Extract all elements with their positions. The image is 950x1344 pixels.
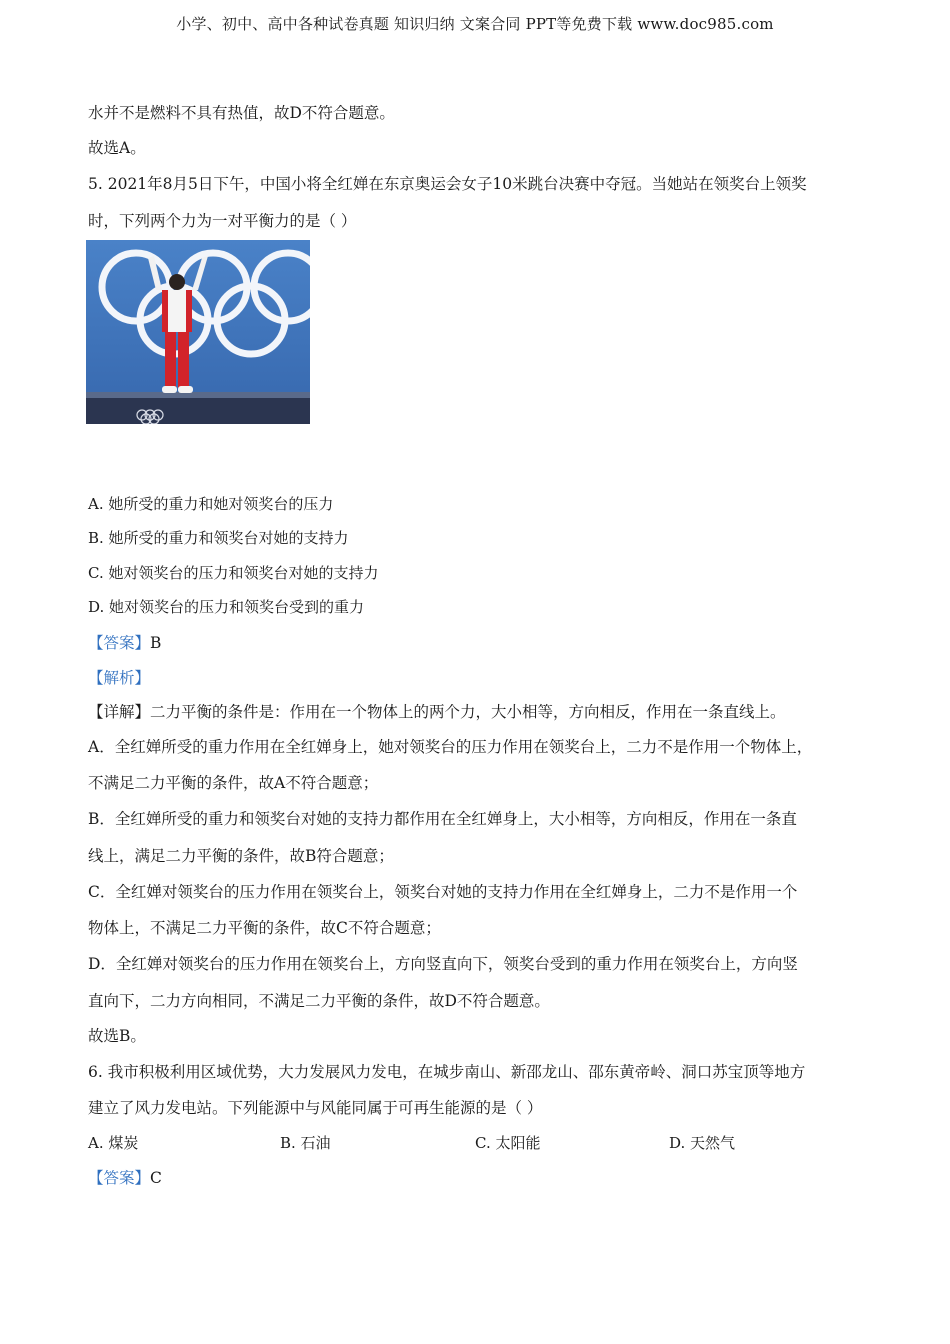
q5-explain-b-1: B．全红婵所受的重力和领奖台对她的支持力都作用在全红婵身上，大小相等，方向相反，作用在一条直: [88, 810, 797, 828]
q5-explain-b-2: 线上，满足二力平衡的条件，故B符合题意；: [88, 847, 394, 865]
q6-option-d: D. 天然气: [669, 1134, 736, 1152]
q5-explain-c-2: 物体上，不满足二力平衡的条件，故C不符合题意；: [88, 919, 441, 937]
q6-stem-line2: 建立了风力发电站。下列能源中与风能同属于可再生能源的是（ ）: [88, 1099, 543, 1117]
q5-answer-row: [88, 631, 161, 653]
q5-explain-a-2: 不满足二力平衡的条件，故A不符合题意；: [88, 774, 379, 792]
q5-stem-line2: 时，下列两个力为一对平衡力的是（ ）: [88, 212, 357, 230]
q5-detail-text: 二力平衡的条件是：作用在一个物体上的两个力，大小相等，方向相反，作用在一条直线上。: [150, 703, 786, 721]
q6-option-c: C. 太阳能: [475, 1134, 541, 1152]
q6-option-b: B. 石油: [280, 1134, 331, 1152]
q5-explain-d-1: D．全红婵对领奖台的压力作用在领奖台上，方向竖直向下，领奖台受到的重力作用在领奖台上，方向竖: [88, 955, 798, 973]
q5-analysis-row: [88, 666, 150, 688]
q5-conclusion: 故选B。: [88, 1027, 146, 1045]
q6-option-a: A. 煤炭: [88, 1134, 139, 1152]
prev-explanation: 水并不是燃料不具有热值，故D不符合题意。: [88, 104, 395, 122]
prev-conclusion: 故选A。: [88, 139, 146, 157]
q5-option-c: C. 她对领奖台的压力和领奖台对她的支持力: [88, 564, 379, 582]
q6-stem-line1: 6. 我市积极利用区域优势，大力发展风力发电，在城步南山、新邵龙山、邵东黄帝岭、洞口苏宝顶等地方: [88, 1063, 806, 1081]
q5-explain-a-1: A．全红婵所受的重力作用在全红婵身上，她对领奖台的压力作用在领奖台上，二力不是作用一个物体上，: [88, 738, 813, 756]
q5-explain-c-1: C．全红婵对领奖台的压力作用在领奖台上，领奖台对她的支持力作用在全红婵身上，二力不是作用一个: [88, 883, 798, 901]
q5-explain-d-2: 直向下，二力方向相同，不满足二力平衡的条件，故D不符合题意。: [88, 992, 550, 1010]
q5-option-d: D. 她对领奖台的压力和领奖台受到的重力: [88, 598, 365, 616]
q5-answer-value: B: [150, 634, 162, 652]
answer-tag: 【答案】: [88, 634, 151, 652]
site-header: 小学、初中、高中各种试卷真题 知识归纳 文案合同 PPT等免费下载 www.doc985.com: [176, 15, 774, 33]
detail-tag: 【详解】: [88, 703, 151, 721]
q5-option-b: B. 她所受的重力和领奖台对她的支持力: [88, 529, 349, 547]
q6-answer-row: [88, 1166, 162, 1188]
q5-stem-line1: 5. 2021年8月5日下午，中国小将全红婵在东京奥运会女子10米跳台决赛中夺冠。当她站在领奖台上领奖: [88, 175, 807, 193]
podium-photo: [86, 240, 310, 424]
q5-option-a: A. 她所受的重力和她对领奖台的压力: [88, 495, 334, 513]
answer-tag: 【答案】: [88, 1169, 151, 1187]
q5-detail-row: [88, 700, 786, 722]
analysis-tag: 【解析】: [88, 669, 151, 687]
q6-answer-value: C: [150, 1169, 162, 1187]
olympic-podium-illustration: [86, 240, 310, 424]
